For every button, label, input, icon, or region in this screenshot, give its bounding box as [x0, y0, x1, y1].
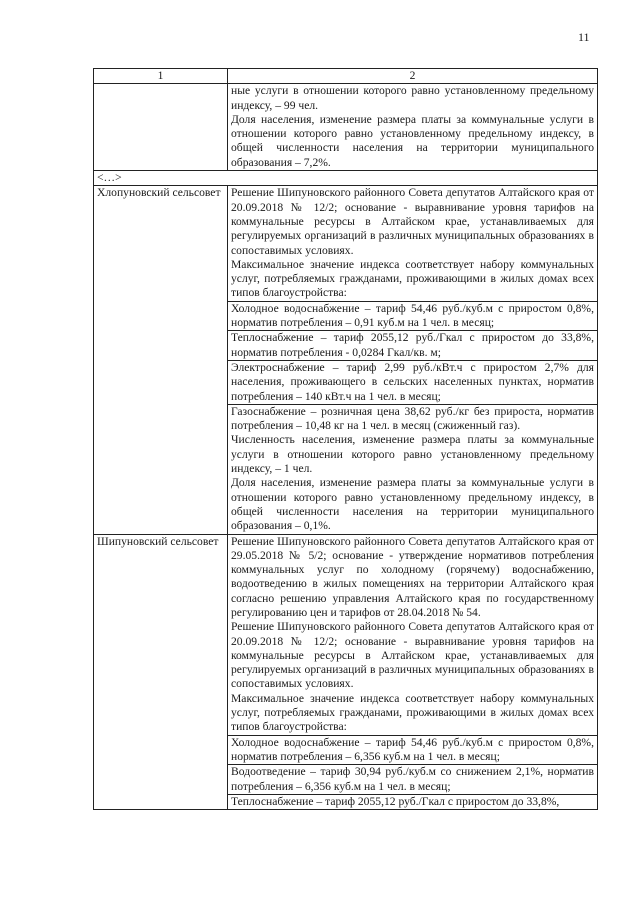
table-row — [94, 186, 598, 534]
service-entry: Холодное водоснабжение – тариф 54,46 руб./куб.м с приростом 0,8%, норматив потребления – 6,356 куб.м на 1 чел. в месяц; — [228, 735, 597, 765]
municipality-name: Шипуновский сельсовет — [94, 534, 228, 810]
page-number: 11 — [578, 30, 590, 44]
service-entry: Электроснабжение – тариф 2,99 руб./кВт.ч с приростом 2,7% для населения, проживающего в сельских населенных пунктах, норматив потребления – 140 кВт.ч на 1 чел. в месяц; — [228, 360, 597, 404]
municipality-name: Хлопуновский сельсовет — [94, 186, 228, 534]
service-entry: Теплоснабжение – тариф 2055,12 руб./Гкал с приростом до 33,8%, — [228, 794, 597, 809]
paragraph: Численность населения, изменение размера платы за коммунальные услуги в отношении которого равно установленному предельному индексу, – 1 чел. — [231, 433, 594, 476]
description-cell — [228, 534, 598, 810]
service-entry: Газоснабжение – розничная цена 38,62 руб./кг без прироста, норматив потребления – 10,48 кг на 1 чел. в месяц (сжиженный газ). — [228, 404, 597, 434]
service-entry: Теплоснабжение – тариф 2055,12 руб./Гкал с приростом до 33,8%, норматив потребления - 0,0284 Гкал/кв. м; — [228, 330, 597, 360]
paragraph: Максимальное значение индекса соответствует набору коммунальных услуг, потребляемых гражданами, проживающими в жилых домах всех типов благоустройства: — [231, 691, 594, 734]
continuation-text: Доля населения, изменение размера платы за коммунальные услуги в отношении которого равно установленному предельному индексу, в общей численности населения на территории муниципального образования – 7,2%. — [231, 112, 594, 169]
description-cell — [228, 186, 598, 534]
continuation-text: ные услуги в отношении которого равно установленному предельному индексу, – 99 чел. — [231, 84, 594, 112]
table-row — [94, 534, 598, 810]
paragraph: Решение Шипуновского районного Совета депутатов Алтайского края от 29.05.2018 № 5/2; основание - утверждение нормативов потребления коммунальных услуг по холодному (горячему) водоснабжению, водоотведению в жилых помещениях на территории Алтайского края согласно решению управления Алтайского края по государственному регулированию цен и тарифов от 28.04.2018 № 54. — [231, 534, 594, 619]
continuation-cell — [228, 84, 598, 171]
table-header-row — [94, 69, 598, 84]
tariff-table — [93, 68, 598, 810]
ellipsis-cell: <…> — [94, 171, 598, 186]
ellipsis-row — [94, 171, 598, 186]
service-entry: Водоотведение – тариф 30,94 руб./куб.м со снижением 2,1%, норматив потребления – 6,356 куб.м на 1 чел. в месяц; — [228, 764, 597, 794]
paragraph: Решение Шипуновского районного Совета депутатов Алтайского края от 20.09.2018 № 12/2; основание - выравнивание уровня тарифов на коммунальные ресурсы в Алтайском крае, устанавливаемых для регулируемых организаций в различных муниципальных образованиях в сопоставимых условиях. — [231, 620, 594, 691]
empty-name-cell — [94, 84, 228, 171]
paragraph: Решение Шипуновского районного Совета депутатов Алтайского края от 20.09.2018 № 12/2; основание - выравнивание уровня тарифов на коммунальные ресурсы в Алтайском крае, устанавливаемых для регулируемых организаций в различных муниципальных образованиях в сопоставимых условиях. — [231, 186, 594, 257]
column-header-2: 2 — [228, 69, 598, 84]
continuation-row — [94, 84, 598, 171]
service-entry: Холодное водоснабжение – тариф 54,46 руб./куб.м с приростом 0,8%, норматив потребления – 0,91 куб.м на 1 чел. в месяц; — [228, 301, 597, 331]
column-header-1: 1 — [94, 69, 228, 84]
paragraph: Максимальное значение индекса соответствует набору коммунальных услуг, потребляемых гражданами, проживающими в жилых домах всех типов благоустройства: — [231, 257, 594, 300]
paragraph: Доля населения, изменение размера платы за коммунальные услуги в отношении которого равно установленному предельному индексу, в общей численности населения на территории муниципального образования – 0,1%. — [231, 476, 594, 533]
